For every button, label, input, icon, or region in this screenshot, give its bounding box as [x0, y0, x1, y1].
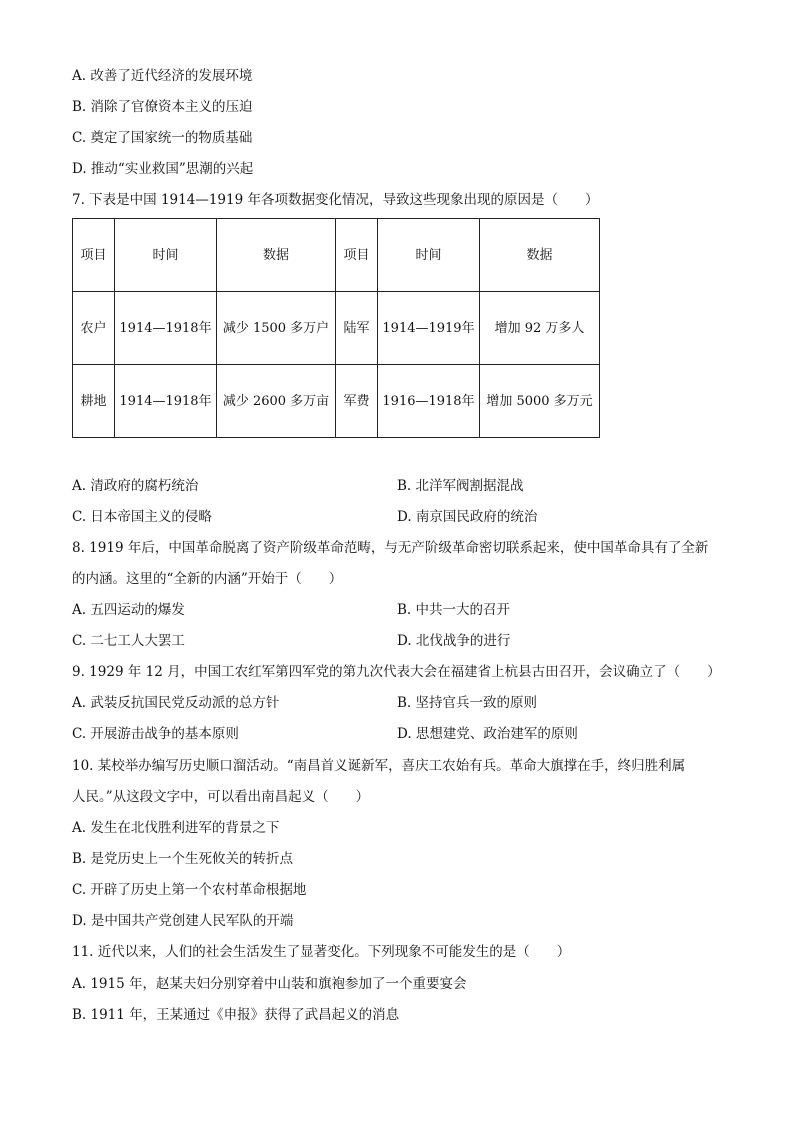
- q6-option-d: D. 推动“实业救国”思潮的兴起: [72, 161, 254, 177]
- table-cell: 1914—1918年: [115, 365, 217, 438]
- table-cell: 1914—1918年: [115, 292, 217, 365]
- q11-option-a: A. 1915 年，赵某夫妇分别穿着中山装和旗袍参加了一个重要宴会: [72, 976, 467, 992]
- q6-option-a: A. 改善了近代经济的发展环境: [72, 68, 253, 84]
- table-cell: 农户: [73, 292, 115, 365]
- table-header-cell: 时间: [115, 219, 217, 292]
- table-cell: 增加 5000 多万元: [480, 365, 600, 438]
- q10-option-a: A. 发生在北伐胜利进军的背景之下: [72, 820, 280, 836]
- q7-data-table: [72, 218, 600, 438]
- table-cell: 1914—1919年: [378, 292, 480, 365]
- q9-option-d: D. 思想建党、政治建军的原则: [397, 726, 578, 742]
- table-header-cell: 数据: [217, 219, 336, 292]
- table-header-cell: 项目: [73, 219, 115, 292]
- table-cell: 军费: [336, 365, 378, 438]
- q6-option-c: C. 奠定了国家统一的物质基础: [72, 130, 253, 146]
- q11-stem: 11. 近代以来，人们的社会生活发生了显著变化。下列现象不可能发生的是（ ）: [72, 944, 571, 960]
- table-header-cell: 时间: [378, 219, 480, 292]
- table-row: [73, 365, 600, 438]
- q7-option-c: C. 日本帝国主义的侵略: [72, 509, 212, 525]
- table-cell: 减少 2600 多万亩: [217, 365, 336, 438]
- table-cell: 耕地: [73, 365, 115, 438]
- q9-option-b: B. 坚持官兵一致的原则: [397, 695, 538, 711]
- table-cell: 减少 1500 多万户: [217, 292, 336, 365]
- table-header-row: [73, 219, 600, 292]
- table-cell: 1916—1918年: [378, 365, 480, 438]
- q7-stem: 7. 下表是中国 1914—1919 年各项数据变化情况，导致这些现象出现的原因是（ ）: [72, 192, 599, 208]
- q10-stem-line2: 人民。”从这段文字中，可以看出南昌起义（ ）: [72, 789, 370, 805]
- q9-option-c: C. 开展游击战争的基本原则: [72, 726, 239, 742]
- q10-option-d: D. 是中国共产党创建人民军队的开端: [72, 913, 294, 929]
- q8-option-a: A. 五四运动的爆发: [72, 602, 185, 618]
- q9-stem: 9. 1929 年 12 月，中国工农红军第四军党的第九次代表大会在福建省上杭县古田召开，会议确立了（ ）: [72, 664, 721, 680]
- q7-option-b: B. 北洋军阀割据混战: [397, 478, 524, 494]
- table-header-cell: 项目: [336, 219, 378, 292]
- q8-option-c: C. 二七工人大罢工: [72, 633, 185, 649]
- table-row: [73, 292, 600, 365]
- table-header-cell: 数据: [480, 219, 600, 292]
- table-cell: 陆军: [336, 292, 378, 365]
- q7-option-a: A. 清政府的腐朽统治: [72, 478, 199, 494]
- q11-option-b: B. 1911 年，王某通过《申报》获得了武昌起义的消息: [72, 1007, 400, 1023]
- q7-option-d: D. 南京国民政府的统治: [397, 509, 538, 525]
- q8-option-b: B. 中共一大的召开: [397, 602, 511, 618]
- q8-stem-line2: 的内涵。这里的“全新的内涵”开始于（ ）: [72, 571, 343, 587]
- q8-stem-line1: 8. 1919 年后，中国革命脱离了资产阶级革命范畴，与无产阶级革命密切联系起来，使中国革命具有了全新: [72, 540, 709, 556]
- q8-option-d: D. 北伐战争的进行: [397, 633, 511, 649]
- q9-option-a: A. 武装反抗国民党反动派的总方针: [72, 695, 280, 711]
- q10-option-c: C. 开辟了历史上第一个农村革命根据地: [72, 882, 307, 898]
- q10-stem-line1: 10. 某校举办编写历史顺口溜活动。“南昌首义诞新军，喜庆工农始有兵。革命大旗撑在手，终归胜利属: [72, 758, 686, 774]
- q10-option-b: B. 是党历史上一个生死攸关的转折点: [72, 851, 294, 867]
- q6-option-b: B. 消除了官僚资本主义的压迫: [72, 99, 253, 115]
- table-cell: 增加 92 万多人: [480, 292, 600, 365]
